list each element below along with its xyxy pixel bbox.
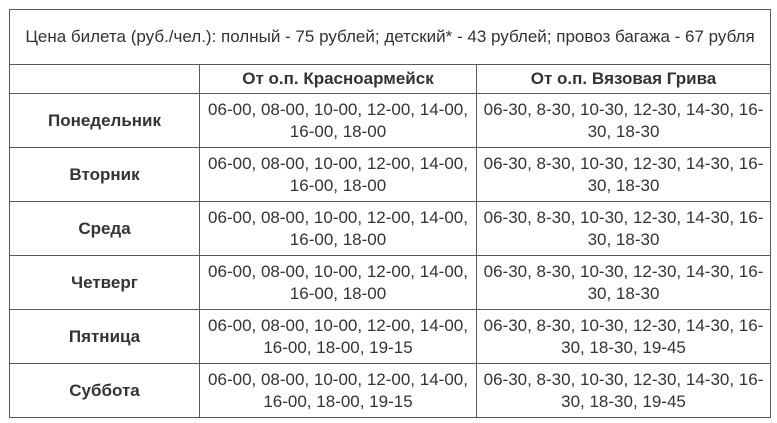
table-row [10, 256, 771, 310]
header-empty-cell [10, 65, 200, 94]
times-from-krasnoarmeysk: 06-00, 08-00, 10-00, 12-00, 14-00, 16-00, 18-00, 19-15 [200, 364, 477, 418]
times-from-vyazovaya-griva: 06-30, 8-30, 10-30, 12-30, 14-30, 16-30, 18-30 [477, 256, 771, 310]
header-row [10, 65, 771, 94]
day-cell: Пятница [10, 310, 200, 364]
times-from-krasnoarmeysk: 06-00, 08-00, 10-00, 12-00, 14-00, 16-00, 18-00 [200, 202, 477, 256]
table-row [10, 364, 771, 418]
table-row [10, 148, 771, 202]
ticket-price-info: Цена билета (руб./чел.): полный - 75 рублей; детский* - 43 рублей; провоз багажа - 67 рубля [10, 10, 771, 65]
day-cell: Понедельник [10, 94, 200, 148]
table-row [10, 310, 771, 364]
times-from-vyazovaya-griva: 06-30, 8-30, 10-30, 12-30, 14-30, 16-30, 18-30, 19-45 [477, 364, 771, 418]
day-cell: Среда [10, 202, 200, 256]
day-cell: Суббота [10, 364, 200, 418]
day-cell: Четверг [10, 256, 200, 310]
times-from-vyazovaya-griva: 06-30, 8-30, 10-30, 12-30, 14-30, 16-30, 18-30, 19-45 [477, 310, 771, 364]
header-from-krasnoarmeysk: От о.п. Красноармейск [200, 65, 477, 94]
table-row [10, 202, 771, 256]
times-from-vyazovaya-griva: 06-30, 8-30, 10-30, 12-30, 14-30, 16-30, 18-30 [477, 202, 771, 256]
times-from-krasnoarmeysk: 06-00, 08-00, 10-00, 12-00, 14-00, 16-00, 18-00 [200, 94, 477, 148]
header-from-vyazovaya-griva: От о.п. Вязовая Грива [477, 65, 771, 94]
times-from-vyazovaya-griva: 06-30, 8-30, 10-30, 12-30, 14-30, 16-30, 18-30 [477, 148, 771, 202]
times-from-vyazovaya-griva: 06-30, 8-30, 10-30, 12-30, 14-30, 16-30, 18-30 [477, 94, 771, 148]
times-from-krasnoarmeysk: 06-00, 08-00, 10-00, 12-00, 14-00, 16-00, 18-00, 19-15 [200, 310, 477, 364]
table-row [10, 94, 771, 148]
price-row [10, 10, 771, 65]
day-cell: Вторник [10, 148, 200, 202]
schedule-table [9, 9, 771, 418]
times-from-krasnoarmeysk: 06-00, 08-00, 10-00, 12-00, 14-00, 16-00, 18-00 [200, 256, 477, 310]
times-from-krasnoarmeysk: 06-00, 08-00, 10-00, 12-00, 14-00, 16-00, 18-00 [200, 148, 477, 202]
